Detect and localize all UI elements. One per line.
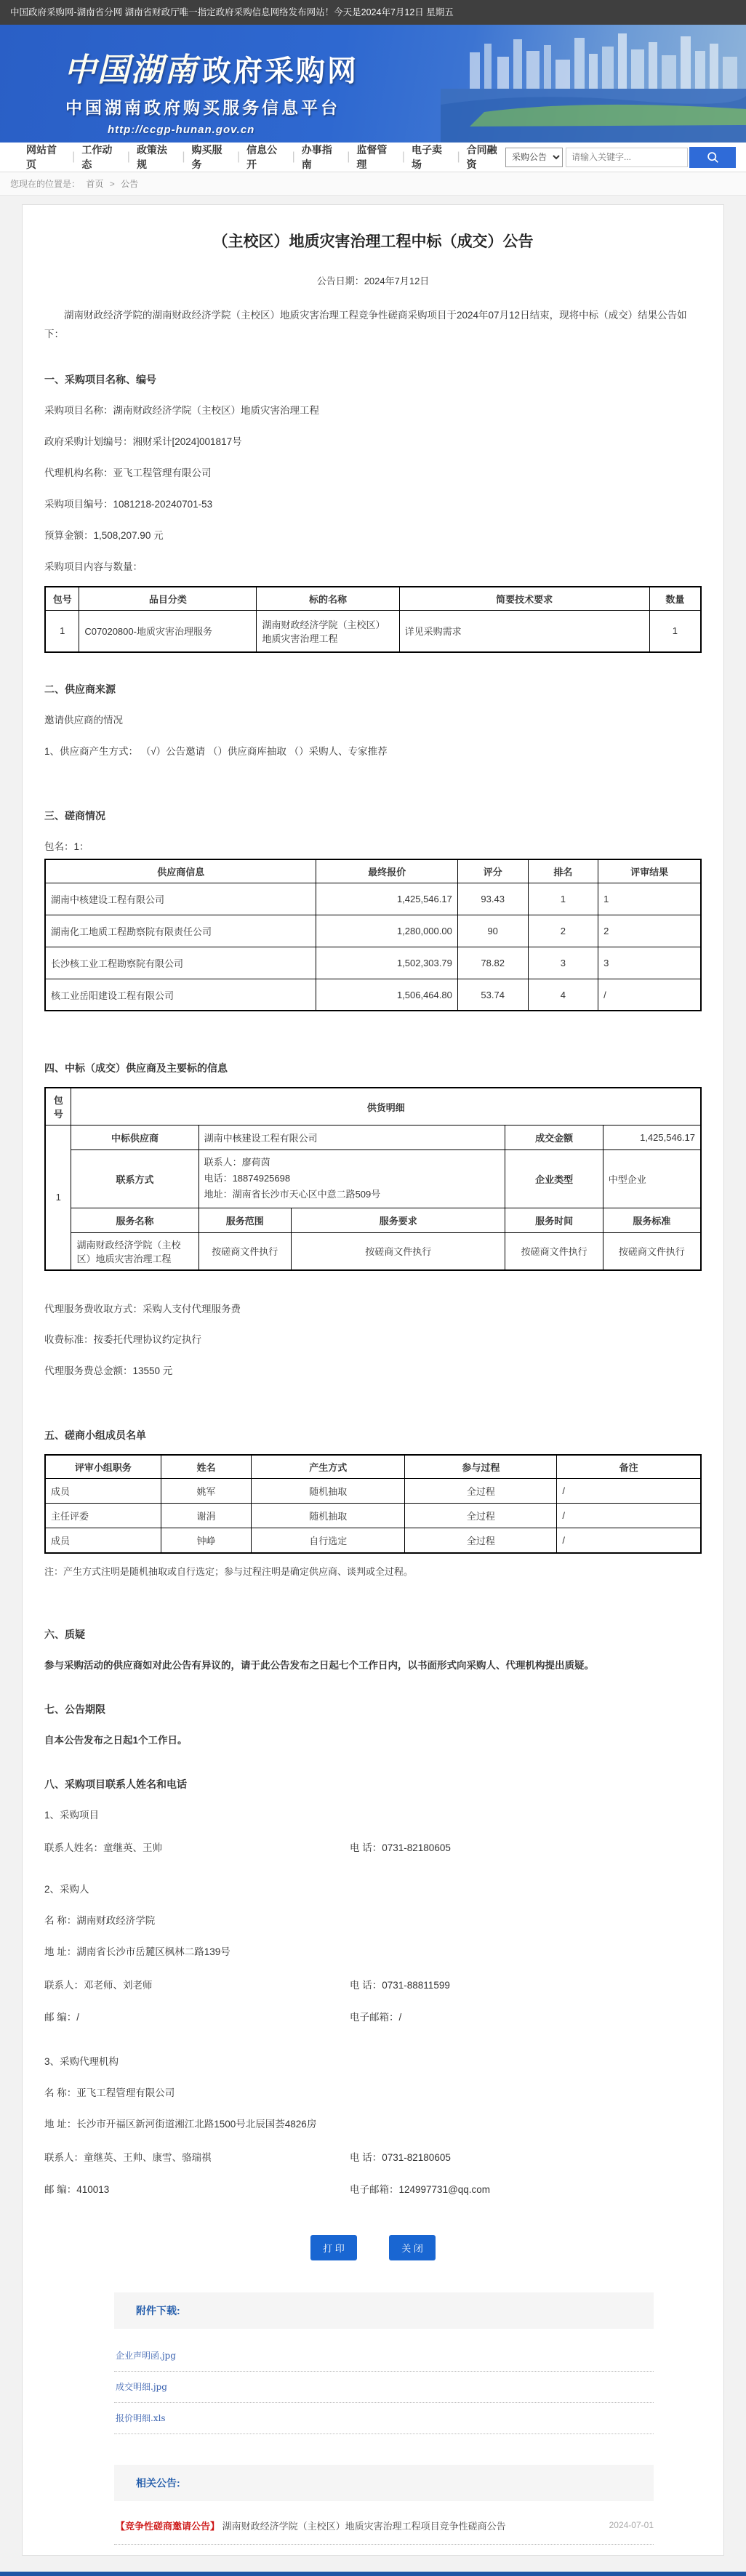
logo-subtitle: 中国湖南政府购买服务信息平台 [65, 98, 340, 117]
related-tag: 【竞争性磋商邀请公告】 [116, 2520, 220, 2532]
plan-number-line: 政府采购计划编号：湘财采计[2024]001817号 [44, 436, 242, 448]
section1-heading: 一、采购项目名称、编号 [44, 374, 156, 386]
enterprise-type-label: 企业类型 [505, 1150, 603, 1208]
committee-table [44, 1454, 702, 1554]
search-icon [707, 151, 719, 164]
committee-note: 注：产生方式注明是随机抽取或自行选定；参与过程注明是确定供应商、谈判或全过程。 [44, 1565, 414, 1577]
award-amount: 1,425,546.17 [603, 1126, 701, 1150]
table-header-row [45, 859, 701, 883]
award-package-no: 1 [45, 1126, 71, 1270]
col-header: 服务时间 [505, 1208, 603, 1232]
cell-name: 钟峥 [161, 1528, 251, 1553]
cell-score: 90 [457, 915, 528, 947]
contact-phone: 电话：18874925698 [204, 1173, 291, 1184]
fee-total-line: 代理服务费总金额：13550 元 [44, 1365, 173, 1377]
list-item [114, 2507, 654, 2545]
contact-names: 联系人姓名：童继英、王帅 [44, 1842, 162, 1854]
col-header: 品目分类 [79, 587, 257, 611]
supplier-method-line: 1、供应商产生方式： （√）公告邀请 （）供应商库抽取 （）采购人、专家推荐 [44, 746, 388, 758]
footer-blue-bar [0, 2572, 746, 2576]
contact-label: 联系方式 [71, 1150, 198, 1208]
col-header: 排名 [528, 859, 598, 883]
section3-heading: 三、磋商情况 [44, 809, 105, 822]
breadcrumb-prefix: 您现在的位置是： [10, 179, 81, 189]
print-button[interactable]: 打 印 [310, 2235, 357, 2260]
cell-score: 53.74 [457, 979, 528, 1011]
group3-zip-row [44, 2181, 702, 2196]
cell-supplier: 核工业岳阳建设工程有限公司 [45, 979, 316, 1011]
table-row [45, 1479, 701, 1504]
section4-heading: 四、中标（成交）供应商及主要标的信息 [44, 1062, 228, 1075]
section6-heading: 六、质疑 [44, 1628, 85, 1640]
site-banner [0, 25, 746, 143]
cell-final-quote: 1,506,464.80 [316, 979, 457, 1011]
group2-contact-row [44, 1977, 702, 1991]
cell-package-no: 1 [45, 610, 79, 652]
logo-calligraphy: 中国湖南 [64, 52, 198, 89]
col-header: 数量 [649, 587, 701, 611]
cell-supplier: 长沙核工业工程勘察院有限公司 [45, 947, 316, 979]
cell-review-result: 1 [598, 883, 701, 915]
related-section [114, 2465, 654, 2545]
cell-process: 全过程 [405, 1504, 557, 1528]
award-pkg-header: 包号 [45, 1088, 71, 1126]
cell-process: 全过程 [405, 1479, 557, 1504]
agency-name-line: 代理机构名称：亚飞工程管理有限公司 [44, 468, 212, 479]
col-header: 最终报价 [316, 859, 457, 883]
list-item [114, 2340, 654, 2372]
cell-supplier: 湖南中核建设工程有限公司 [45, 883, 316, 915]
cell-score: 78.82 [457, 947, 528, 979]
related-announcement-link[interactable] [116, 2519, 506, 2532]
contact-person: 联系人：廖荷茵 [204, 1157, 270, 1168]
objection-body: 参与采购活动的供应商如对此公告有异议的，请于此公告发布之日起七个工作日内，以书面形式向采购人、代理机构提出质疑。 [44, 1659, 594, 1671]
cell-process: 全过程 [405, 1528, 557, 1553]
cell-review-result: 3 [598, 947, 701, 979]
nav-item-guide[interactable]: | 办事指南 [301, 144, 332, 170]
col-header: 服务标准 [603, 1208, 701, 1232]
cell-rank: 3 [528, 947, 598, 979]
table-row [45, 1150, 701, 1208]
main-nav [0, 143, 746, 172]
section2-heading: 二、供应商来源 [44, 683, 116, 696]
list-item [114, 2372, 654, 2403]
nav-item-news[interactable]: | 工作动态 [81, 144, 113, 170]
project-number-line: 采购项目编号：1081218-20240701-53 [44, 498, 213, 510]
zip-code: 邮 编：/ [44, 2012, 80, 2023]
attachment-link[interactable]: 成交明细.jpg [116, 2381, 167, 2392]
col-header: 备注 [557, 1455, 701, 1479]
table-row [45, 915, 701, 947]
nav-item-home[interactable]: 网站首页 [26, 144, 57, 170]
contact-names: 联系人：邓老师、刘老师 [44, 1980, 153, 1991]
suppliers-table [44, 859, 702, 1012]
attachments-heading: 附件下载: [114, 2292, 654, 2329]
related-title: 湖南财政经济学院（主校区）地质灾害治理工程项目竞争性磋商公告 [222, 2520, 506, 2532]
winner-contact-info [198, 1150, 505, 1208]
purchaser-name: 名 称：湖南财政经济学院 [44, 1915, 156, 1927]
search-button[interactable] [689, 147, 736, 168]
winner-name: 湖南中核建设工程有限公司 [198, 1126, 505, 1150]
contact-phone: 电 话：0731-82180605 [350, 1842, 451, 1854]
announcement-date: 公告日期：2024年7月12日 [316, 276, 430, 286]
col-header: 简要技术要求 [399, 587, 649, 611]
group3-label: 3、采购代理机构 [44, 2056, 119, 2068]
nav-item-policy[interactable]: | 政策法规 [136, 144, 167, 170]
section8-heading: 八、采购项目联系人姓名和电话 [44, 1778, 187, 1790]
cell-review-result: 2 [598, 915, 701, 947]
cell-quantity: 1 [649, 610, 701, 652]
col-header: 产生方式 [252, 1455, 405, 1479]
zip-code: 邮 编：410013 [44, 2183, 110, 2195]
cell-category: C07020800-地质灾害治理服务 [79, 610, 257, 652]
cell-method: 随机抽取 [252, 1504, 405, 1528]
email: 电子邮箱：/ [350, 2012, 402, 2023]
content-quantity-line: 采购项目内容与数量： [44, 561, 143, 572]
table-header-row [45, 587, 701, 611]
attachment-link[interactable]: 报价明细.xls [116, 2412, 166, 2423]
col-header: 服务名称 [71, 1208, 198, 1232]
cell-method: 自行选定 [252, 1528, 405, 1553]
col-header: 服务范围 [198, 1208, 291, 1232]
cell-final-quote: 1,502,303.79 [316, 947, 457, 979]
table-header-row [45, 1208, 701, 1232]
cell-rank: 1 [528, 883, 598, 915]
action-buttons [44, 2235, 702, 2260]
cell-final-quote: 1,280,000.00 [316, 915, 457, 947]
cell-name: 谢涓 [161, 1504, 251, 1528]
cell-remark: / [557, 1504, 701, 1528]
topbar-text: 中国政府采购网-湖南省分网 湖南省财政厅唯一指定政府采购信息网络发布网站！今天是2024年7月12日 星期五 [10, 7, 454, 17]
service-name: 湖南财政经济学院（主校区）地质灾害治理工程 [71, 1232, 198, 1270]
purchaser-address: 地 址：湖南省长沙市岳麓区枫林二路139号 [44, 1946, 230, 1958]
nav-item-e-mall[interactable]: | 电子卖场 [411, 144, 442, 170]
table-row [45, 1504, 701, 1528]
attachment-link[interactable]: 企业声明函.jpg [116, 2350, 176, 2361]
group2-zip-row [44, 2009, 702, 2023]
enterprise-type: 中型企业 [603, 1150, 701, 1208]
fee-standard-line: 收费标准：按委托代理协议约定执行 [44, 1334, 201, 1346]
cell-remark: / [557, 1528, 701, 1553]
breadcrumb [0, 172, 746, 196]
nav-item-contract-finance[interactable]: | 合同融资 [466, 144, 497, 170]
group3-contact-row [44, 2149, 702, 2164]
search-category-select[interactable] [505, 148, 563, 167]
section5-heading: 五、磋商小组成员名单 [44, 1429, 146, 1442]
col-header: 标的名称 [257, 587, 399, 611]
cell-role: 成员 [45, 1479, 161, 1504]
contact-phone: 电 话：0731-82180605 [350, 2151, 451, 2163]
service-time: 按磋商文件执行 [505, 1232, 603, 1270]
award-detail-header: 供货明细 [71, 1088, 701, 1126]
invite-suppliers-line: 邀请供应商的情况 [44, 715, 123, 726]
cell-remark: / [557, 1479, 701, 1504]
cell-role: 成员 [45, 1528, 161, 1553]
col-header: 评审结果 [598, 859, 701, 883]
cell-name: 姚军 [161, 1479, 251, 1504]
service-scope: 按磋商文件执行 [198, 1232, 291, 1270]
close-button[interactable]: 关 闭 [389, 2235, 436, 2260]
cell-supplier: 湖南化工地质工程勘察院有限责任公司 [45, 915, 316, 947]
fee-method-line: 代理服务费收取方式：采购人支付代理服务费 [44, 1303, 241, 1315]
table-header-row [45, 1088, 701, 1126]
group2-label: 2、采购人 [44, 1884, 89, 1895]
contact-names: 联系人：童继英、王帅、康雪、骆瑞祺 [44, 2151, 212, 2163]
package-label: 包名：1： [44, 840, 89, 852]
col-header: 服务要求 [291, 1208, 505, 1232]
project-name-line: 采购项目名称：湖南财政经济学院（主校区）地质灾害治理工程 [44, 405, 319, 417]
service-requirement: 按磋商文件执行 [291, 1232, 505, 1270]
col-header: 包号 [45, 587, 79, 611]
announcement-card [22, 204, 724, 2556]
breadcrumb-separator: > [109, 179, 115, 189]
col-header: 姓名 [161, 1455, 251, 1479]
amount-label: 成交金额 [505, 1126, 603, 1150]
nav-item-purchase-service[interactable]: | 购买服务 [191, 144, 222, 170]
related-date: 2024-07-01 [609, 2520, 654, 2531]
attachments-section [114, 2292, 654, 2434]
search-bar [505, 147, 736, 168]
search-input[interactable] [566, 148, 688, 167]
nav-item-supervision[interactable]: | 监督管理 [356, 144, 388, 170]
table-row [45, 610, 701, 652]
table-row [45, 979, 701, 1011]
agency-address: 地 址：长沙市开福区新河街道湘江北路1500号北辰国荟4826房 [44, 2118, 317, 2130]
table-row [45, 1126, 701, 1150]
logo-url: http://ccgp-hunan.gov.cn [108, 124, 255, 136]
project-items-table [44, 586, 702, 654]
col-header: 供应商信息 [45, 859, 316, 883]
cell-score: 93.43 [457, 883, 528, 915]
table-header-row [45, 1455, 701, 1479]
table-row [45, 1232, 701, 1270]
site-logo[interactable] [0, 25, 746, 136]
cell-review-result: / [598, 979, 701, 1011]
award-table [44, 1087, 702, 1270]
cell-rank: 2 [528, 915, 598, 947]
intro-paragraph: 湖南财政经济学院的湖南财政经济学院（主校区）地质灾害治理工程竞争性磋商采购项目于2024年07月12日结束，现将中标（成交）结果公告如下： [44, 310, 687, 340]
contact-phone: 电 话：0731-88811599 [350, 1980, 450, 1991]
logo-title: 政府采购网 [202, 55, 358, 87]
col-header: 评分 [457, 859, 528, 883]
breadcrumb-home-link[interactable]: 首页 [86, 179, 104, 189]
nav-menu [26, 143, 505, 172]
group1-contact-row [44, 1839, 702, 1854]
page-title: （主校区）地质灾害治理工程中标（成交）公告 [212, 233, 534, 250]
table-row [45, 883, 701, 915]
section7-heading: 七、公告期限 [44, 1703, 105, 1715]
winner-label: 中标供应商 [71, 1126, 198, 1150]
cell-tech-requirements: 详见采购需求 [399, 610, 649, 652]
agency-name: 名 称：亚飞工程管理有限公司 [44, 2087, 175, 2098]
nav-item-info-disclosure[interactable]: | 信息公开 [246, 144, 278, 170]
cell-rank: 4 [528, 979, 598, 1011]
table-row [45, 947, 701, 979]
list-item [114, 2403, 654, 2434]
col-header: 评审小组职务 [45, 1455, 161, 1479]
announcement-period-body: 自本公告发布之日起1个工作日。 [44, 1734, 188, 1746]
cell-final-quote: 1,425,546.17 [316, 883, 457, 915]
budget-line: 预算金额：1,508,207.90 元 [44, 529, 164, 541]
contact-address: 地址：湖南省长沙市天心区中意二路509号 [204, 1189, 381, 1200]
table-row [45, 1528, 701, 1553]
cell-method: 随机抽取 [252, 1479, 405, 1504]
email: 电子邮箱：124997731@qq.com [350, 2183, 491, 2195]
group1-label: 1、采购项目 [44, 1809, 100, 1821]
breadcrumb-current-link[interactable]: 公告 [121, 179, 139, 189]
attachment-list [114, 2340, 654, 2434]
cell-role: 主任评委 [45, 1504, 161, 1528]
service-standard: 按磋商文件执行 [603, 1232, 701, 1270]
col-header: 参与过程 [405, 1455, 557, 1479]
related-heading: 相关公告: [114, 2465, 654, 2501]
cell-subject-name: 湖南财政经济学院（主校区）地质灾害治理工程 [257, 610, 399, 652]
gov-topbar [0, 0, 746, 25]
